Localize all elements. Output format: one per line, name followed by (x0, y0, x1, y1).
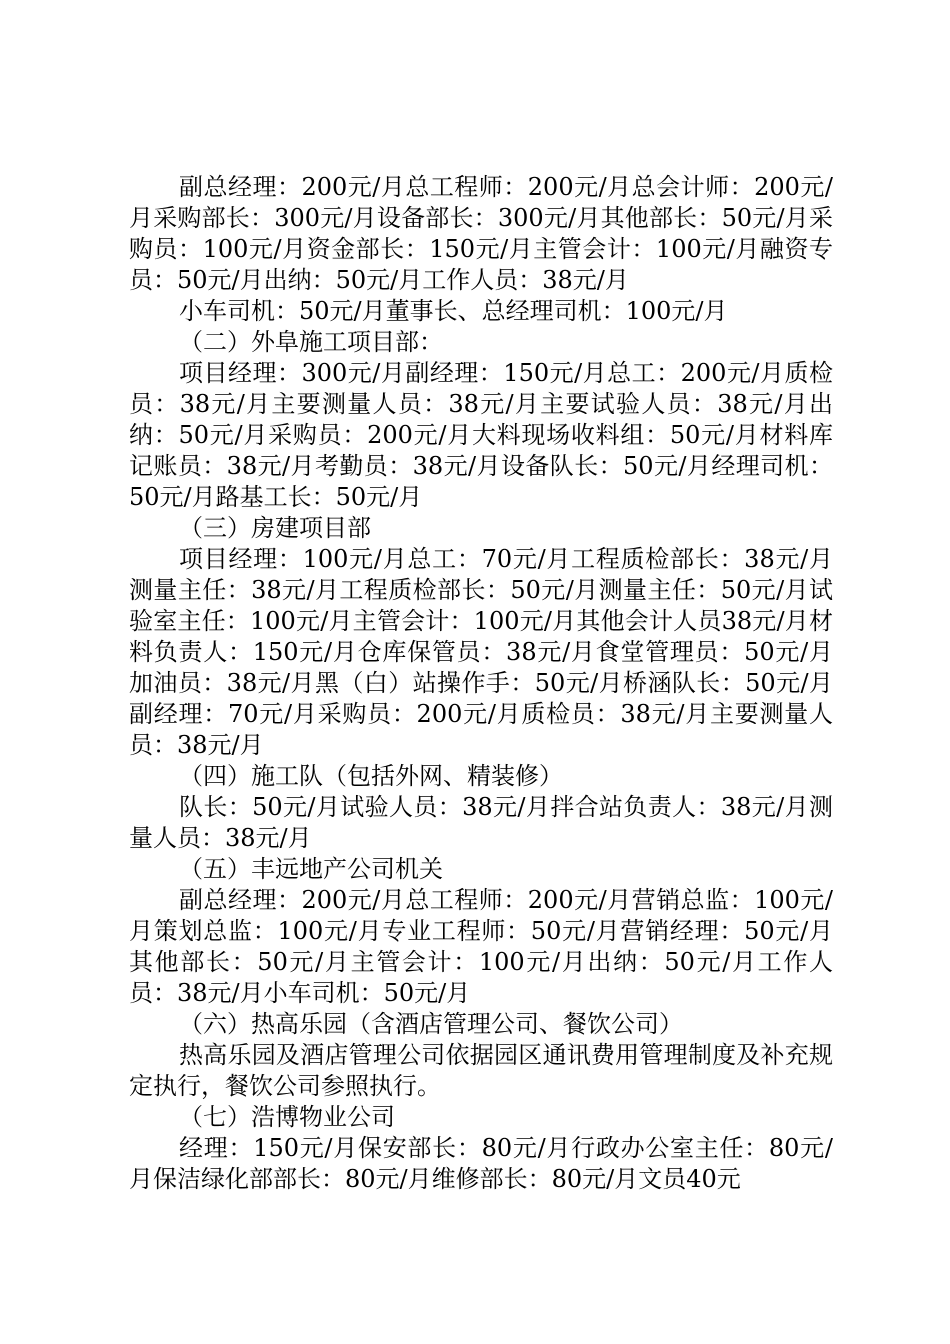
section-heading-4: （四）施工队（包括外网、精装修） (179, 762, 563, 790)
paragraph-driver-allowances: 小车司机：50元/月董事长、总经理司机：100元/月 (179, 297, 728, 325)
paragraph-company-hq-allowances: 副总经理：200元/月总工程师：200元/月总会计师：200元/月采购部长：300元/月设备部长：300元/月其他部长：50元/月采购员：100元/月资金部长：150元/月主管会计：100元/月融资专员：50元/月出纳：50元/月工作人员：38元/月 (129, 173, 833, 294)
paragraph-park-allowances: 热高乐园及酒店管理公司依据园区通讯费用管理制度及补充规定执行，餐饮公司参照执行。 (129, 1041, 833, 1100)
section-heading-5: （五）丰远地产公司机关 (179, 855, 443, 883)
section-heading-6: （六）热高乐园（含酒店管理公司、餐饮公司） (179, 1010, 683, 1038)
paragraph-construction-team-allowances: 队长：50元/月试验人员：38元/月拌合站负责人：38元/月测量人员：38元/月 (129, 793, 833, 852)
document-body (129, 172, 833, 1195)
section-heading-7: （七）浩博物业公司 (179, 1103, 395, 1131)
section-heading-3: （三）房建项目部 (179, 514, 371, 542)
paragraph-property-allowances: 经理：150元/月保安部长：80元/月行政办公室主任：80元/月保洁绿化部部长：80元/月维修部长：80元/月文员40元 (129, 1134, 833, 1193)
section-heading-2: （二）外阜施工项目部： (179, 328, 443, 356)
paragraph-housing-project-allowances: 项目经理：100元/月总工：70元/月工程质检部长：38元/月测量主任：38元/月工程质检部长：50元/月测量主任：50元/月试验室主任：100元/月主管会计：100元/月其他会计人员38元/月材料负责人：150元/月仓库保管员：38元/月食堂管理员：50元/月加油员：38元/月黑（白）站操作手：50元/月桥涵队长：50元/月副经理：70元/月采购员：200元/月质检员：38元/月主要测量人员：38元/月 (129, 545, 833, 759)
paragraph-real-estate-allowances: 副总经理：200元/月总工程师：200元/月营销总监：100元/月策划总监：100元/月专业工程师：50元/月营销经理：50元/月其他部长：50元/月主管会计：100元/月出纳：50元/月工作人员：38元/月小车司机：50元/月 (129, 886, 833, 1007)
paragraph-external-project-allowances: 项目经理：300元/月副经理：150元/月总工：200元/月质检员：38元/月主要测量人员：38元/月主要试验人员：38元/月出纳：50元/月采购员：200元/月大料现场收料组：50元/月材料库记账员：38元/月考勤员：38元/月设备队长：50元/月经理司机：50元/月路基工长：50元/月 (129, 359, 833, 511)
